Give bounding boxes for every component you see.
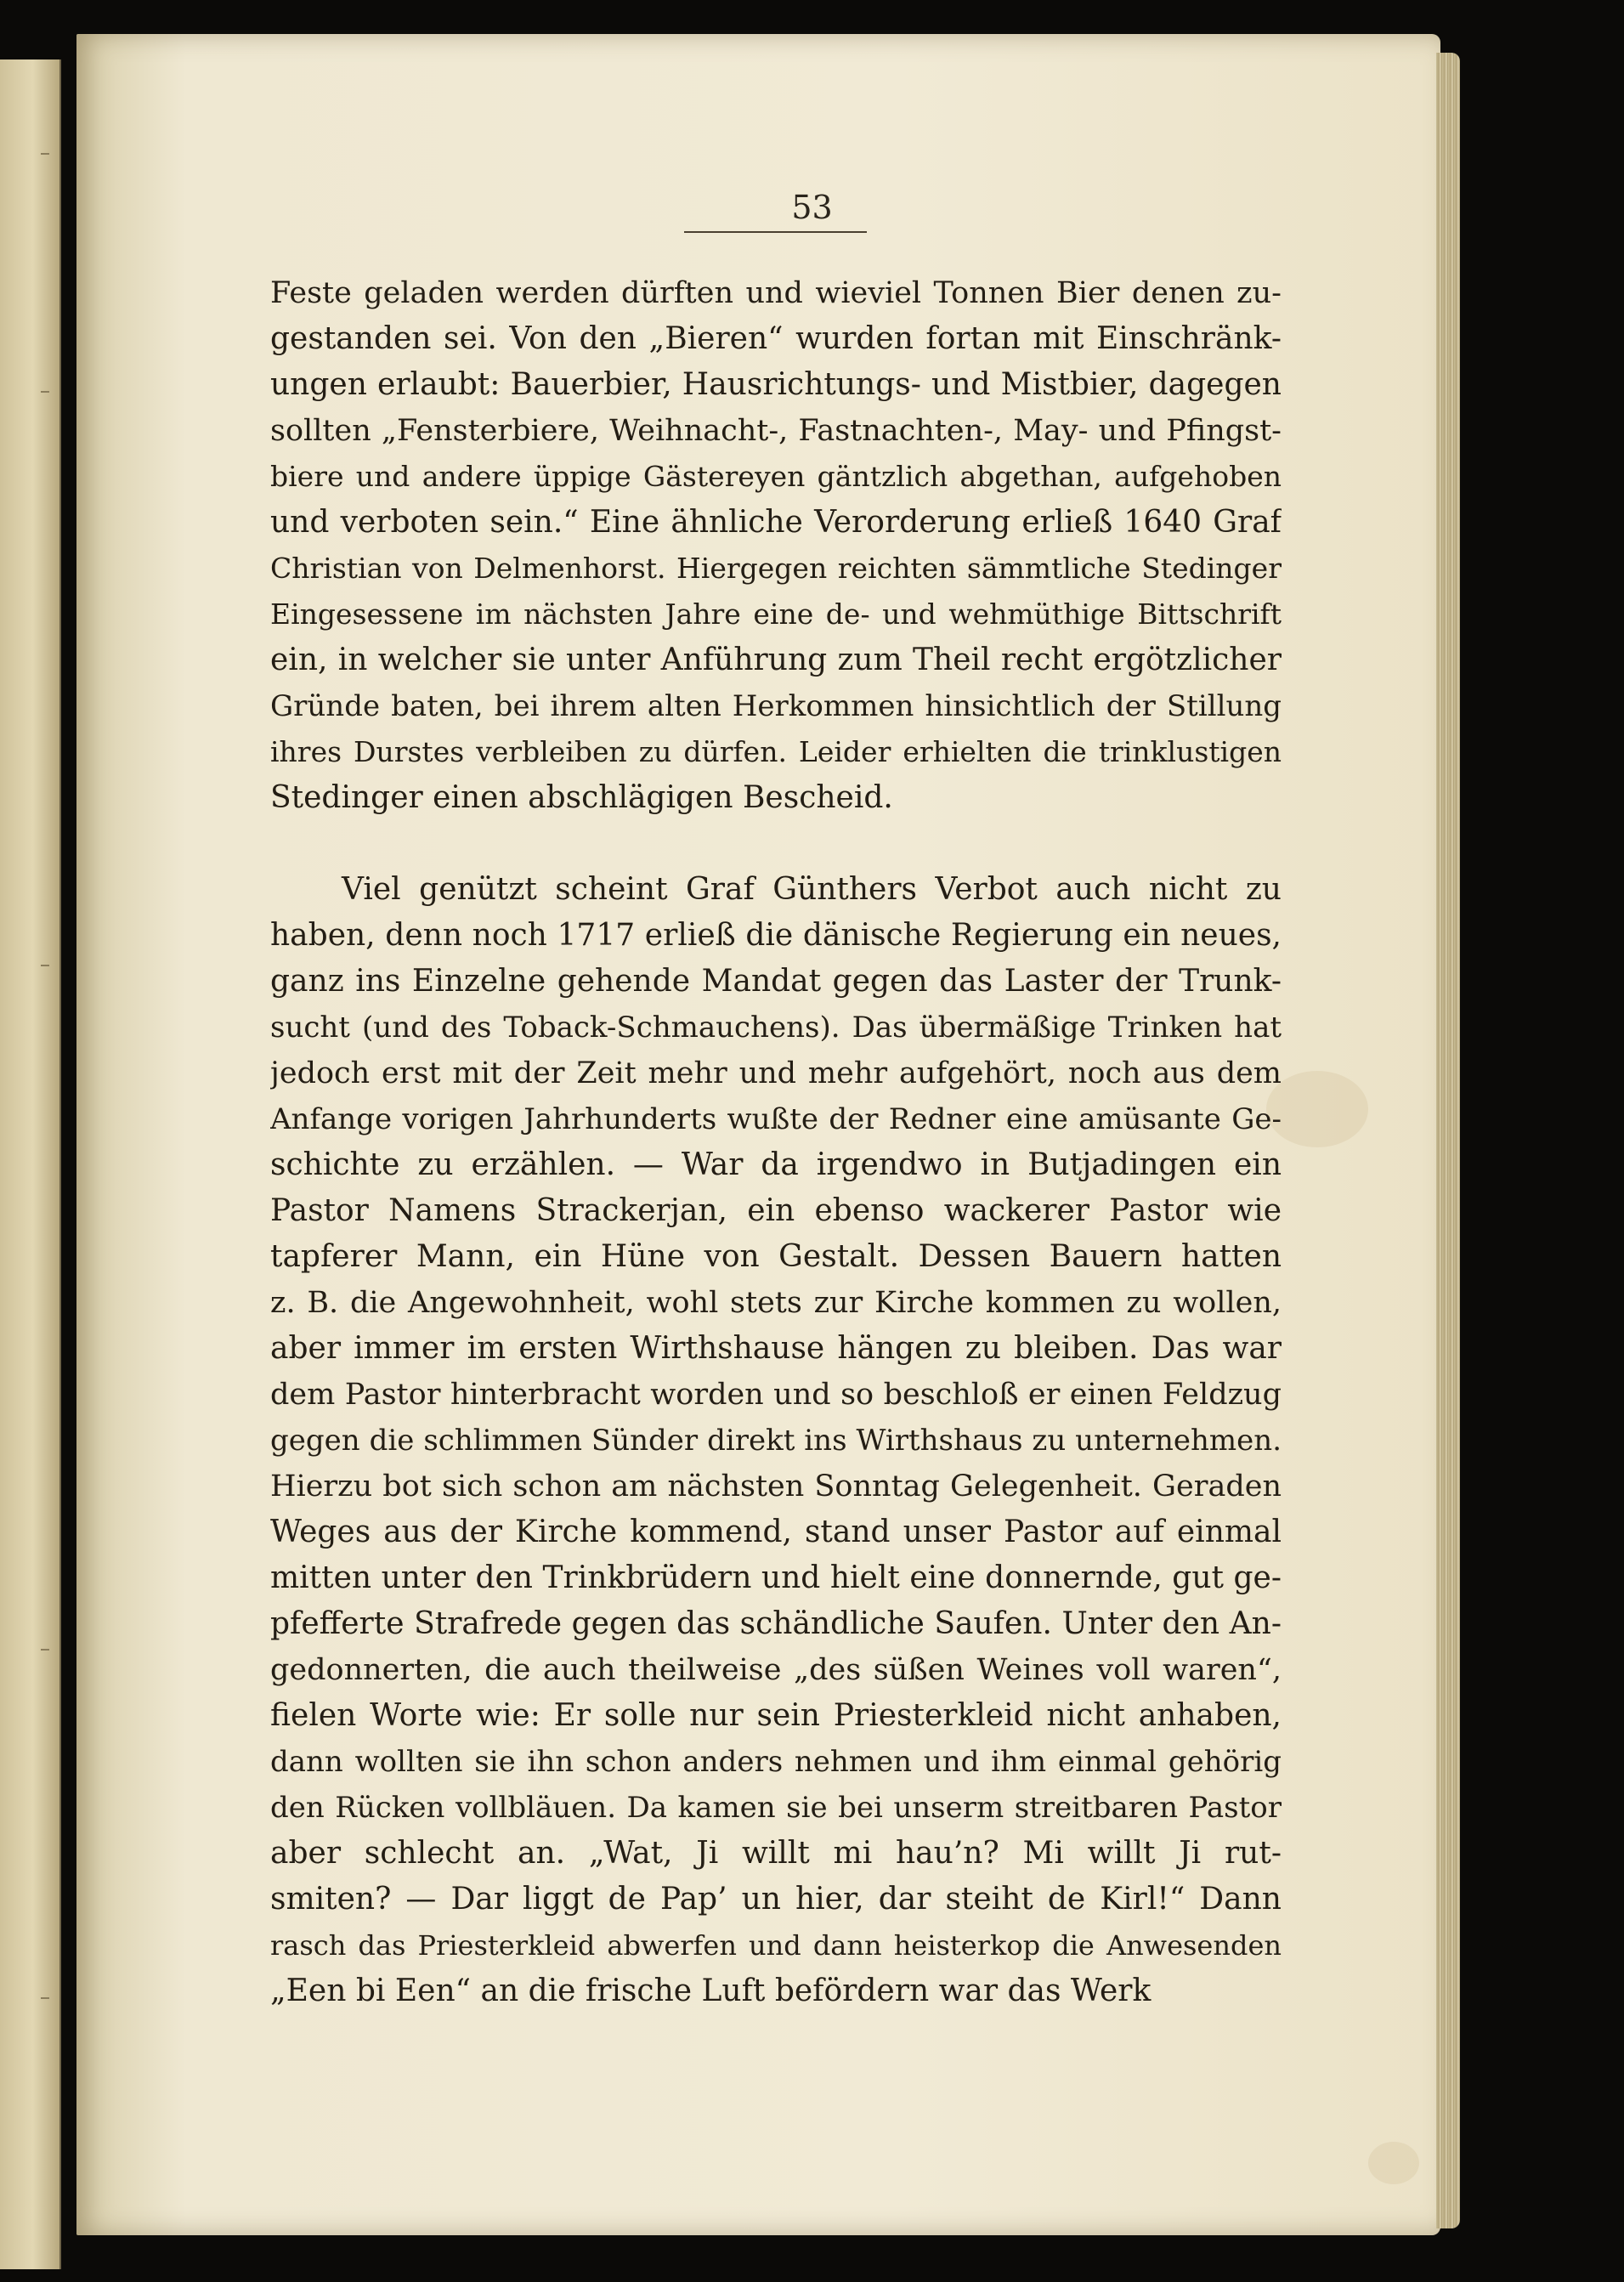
text-line: dann wollten sie ihn schon anders nehmen und ihm einmal gehörig: [270, 1745, 1282, 1779]
paper-stain: [1266, 1071, 1368, 1147]
text-line: gegen die schlimmen Sünder direkt ins Wirthshaus zu unternehmen.: [270, 1424, 1282, 1458]
text-line: aber schlecht an. „Wat, Ji willt mi hau’n? Mi willt Ji rut-: [270, 1836, 1282, 1871]
text-line: gestanden sei. Von den „Bieren“ wurden fortan mit Einschränk-: [270, 321, 1282, 356]
text-line: Stedinger einen abschlägigen Bescheid.: [270, 780, 893, 815]
text-line: tapferer Mann, ein Hüne von Gestalt. Dessen Bauern hatten: [270, 1239, 1282, 1274]
text-line: ganz ins Einzelne gehende Mandat gegen das Laster der Trunk-: [270, 964, 1282, 999]
page-mark: [41, 391, 49, 393]
text-line: ein, in welcher sie unter Anführung zum Theil recht ergötzlicher: [270, 643, 1282, 677]
text-line: Christian von Delmenhorst. Hiergegen reichten sämmtliche Stedinger: [270, 552, 1282, 585]
paragraph: [270, 270, 1282, 821]
text-line: schichte zu erzählen. — War da irgendwo in Butjadingen ein: [270, 1147, 1282, 1182]
text-line: Hierzu bot sich schon am nächsten Sonntag Gelegenheit. Geraden: [270, 1469, 1282, 1503]
text-line: Gründe baten, bei ihrem alten Herkommen hinsichtlich der Stillung: [270, 689, 1282, 723]
text-line: dem Pastor hinterbracht worden und so beschloß er einen Feldzug: [270, 1378, 1282, 1412]
text-line: und verboten sein.“ Eine ähnliche Verorderung erließ 1640 Graf: [270, 505, 1282, 540]
text-line: smiten? — Dar liggt de Pap’ un hier, dar steiht de Kirl!“ Dann: [270, 1882, 1282, 1917]
body-text: [270, 270, 1282, 2014]
text-line: fielen Worte wie: Er solle nur sein Priesterkleid nicht anhaben,: [270, 1698, 1282, 1733]
text-line: gedonnerten, die auch theilweise „des süßen Weines voll waren“,: [270, 1653, 1282, 1687]
previous-page-edge: [0, 59, 61, 2269]
text-line: rasch das Priesterkleid abwerfen und dann heisterkop die Anwesenden: [270, 1929, 1282, 1962]
page-stack-edge: [1436, 53, 1460, 2228]
text-line: sollten „Fensterbiere, Weihnacht-, Fastnachten-, May- und Pfingst-: [270, 414, 1282, 448]
text-line: biere und andere üppige Gästereyen gäntzlich abgethan, aufgehoben: [270, 460, 1282, 493]
text-line: „Een bi Een“ an die frische Luft befördern war das Werk: [270, 1973, 1152, 2008]
page-mark: [41, 1997, 49, 1999]
header-rule: [684, 231, 867, 233]
text-line: aber immer im ersten Wirthshause hängen zu bleiben. Das war: [270, 1331, 1282, 1366]
page-number-text: 53: [791, 189, 833, 226]
text-line: Weges aus der Kirche kommend, stand unser Pastor auf einmal: [270, 1515, 1282, 1549]
text-line: haben, denn noch 1717 erließ die dänische Regierung ein neues,: [270, 918, 1282, 953]
text-line: den Rücken vollbläuen. Da kamen sie bei unserm streitbaren Pastor: [270, 1791, 1282, 1825]
text-line: pfefferte Strafrede gegen das schändliche Saufen. Unter den An-: [270, 1606, 1282, 1641]
text-line: Anfange vorigen Jahrhunderts wußte der Redner eine amüsante Ge-: [270, 1102, 1282, 1136]
text-line: Feste geladen werden dürften und wieviel Tonnen Bier denen zu-: [270, 276, 1282, 310]
text-line: z. B. die Angewohnheit, wohl stets zur Kirche kommen zu wollen,: [270, 1286, 1282, 1320]
page-mark: [41, 1649, 49, 1651]
text-line: Pastor Namens Strackerjan, ein ebenso wackerer Pastor wie: [270, 1193, 1282, 1228]
text-line: sucht (und des Toback-Schmauchens). Das übermäßige Trinken hat: [270, 1011, 1282, 1045]
text-line: Viel genützt scheint Graf Günthers Verbot auch nicht zu: [342, 872, 1282, 907]
page-mark: [41, 153, 49, 155]
paragraph: [270, 867, 1282, 2014]
text-line: jedoch erst mit der Zeit mehr und mehr aufgehört, noch aus dem: [270, 1056, 1282, 1090]
paper-stain: [1368, 2142, 1419, 2184]
paragraph-gap: [270, 821, 1282, 867]
page-number: [0, 189, 1624, 226]
text-line: mitten unter den Trinkbrüdern und hielt eine donnernde, gut ge-: [270, 1560, 1282, 1595]
text-line: ungen erlaubt: Bauerbier, Hausrichtungs- und Mistbier, dagegen: [270, 367, 1282, 402]
text-line: ihres Durstes verbleiben zu dürfen. Leider erhielten die trinklustigen: [270, 735, 1282, 768]
text-line: Eingesessene im nächsten Jahre eine de- und wehmüthige Bittschrift: [270, 597, 1282, 631]
page-mark: [41, 965, 49, 966]
